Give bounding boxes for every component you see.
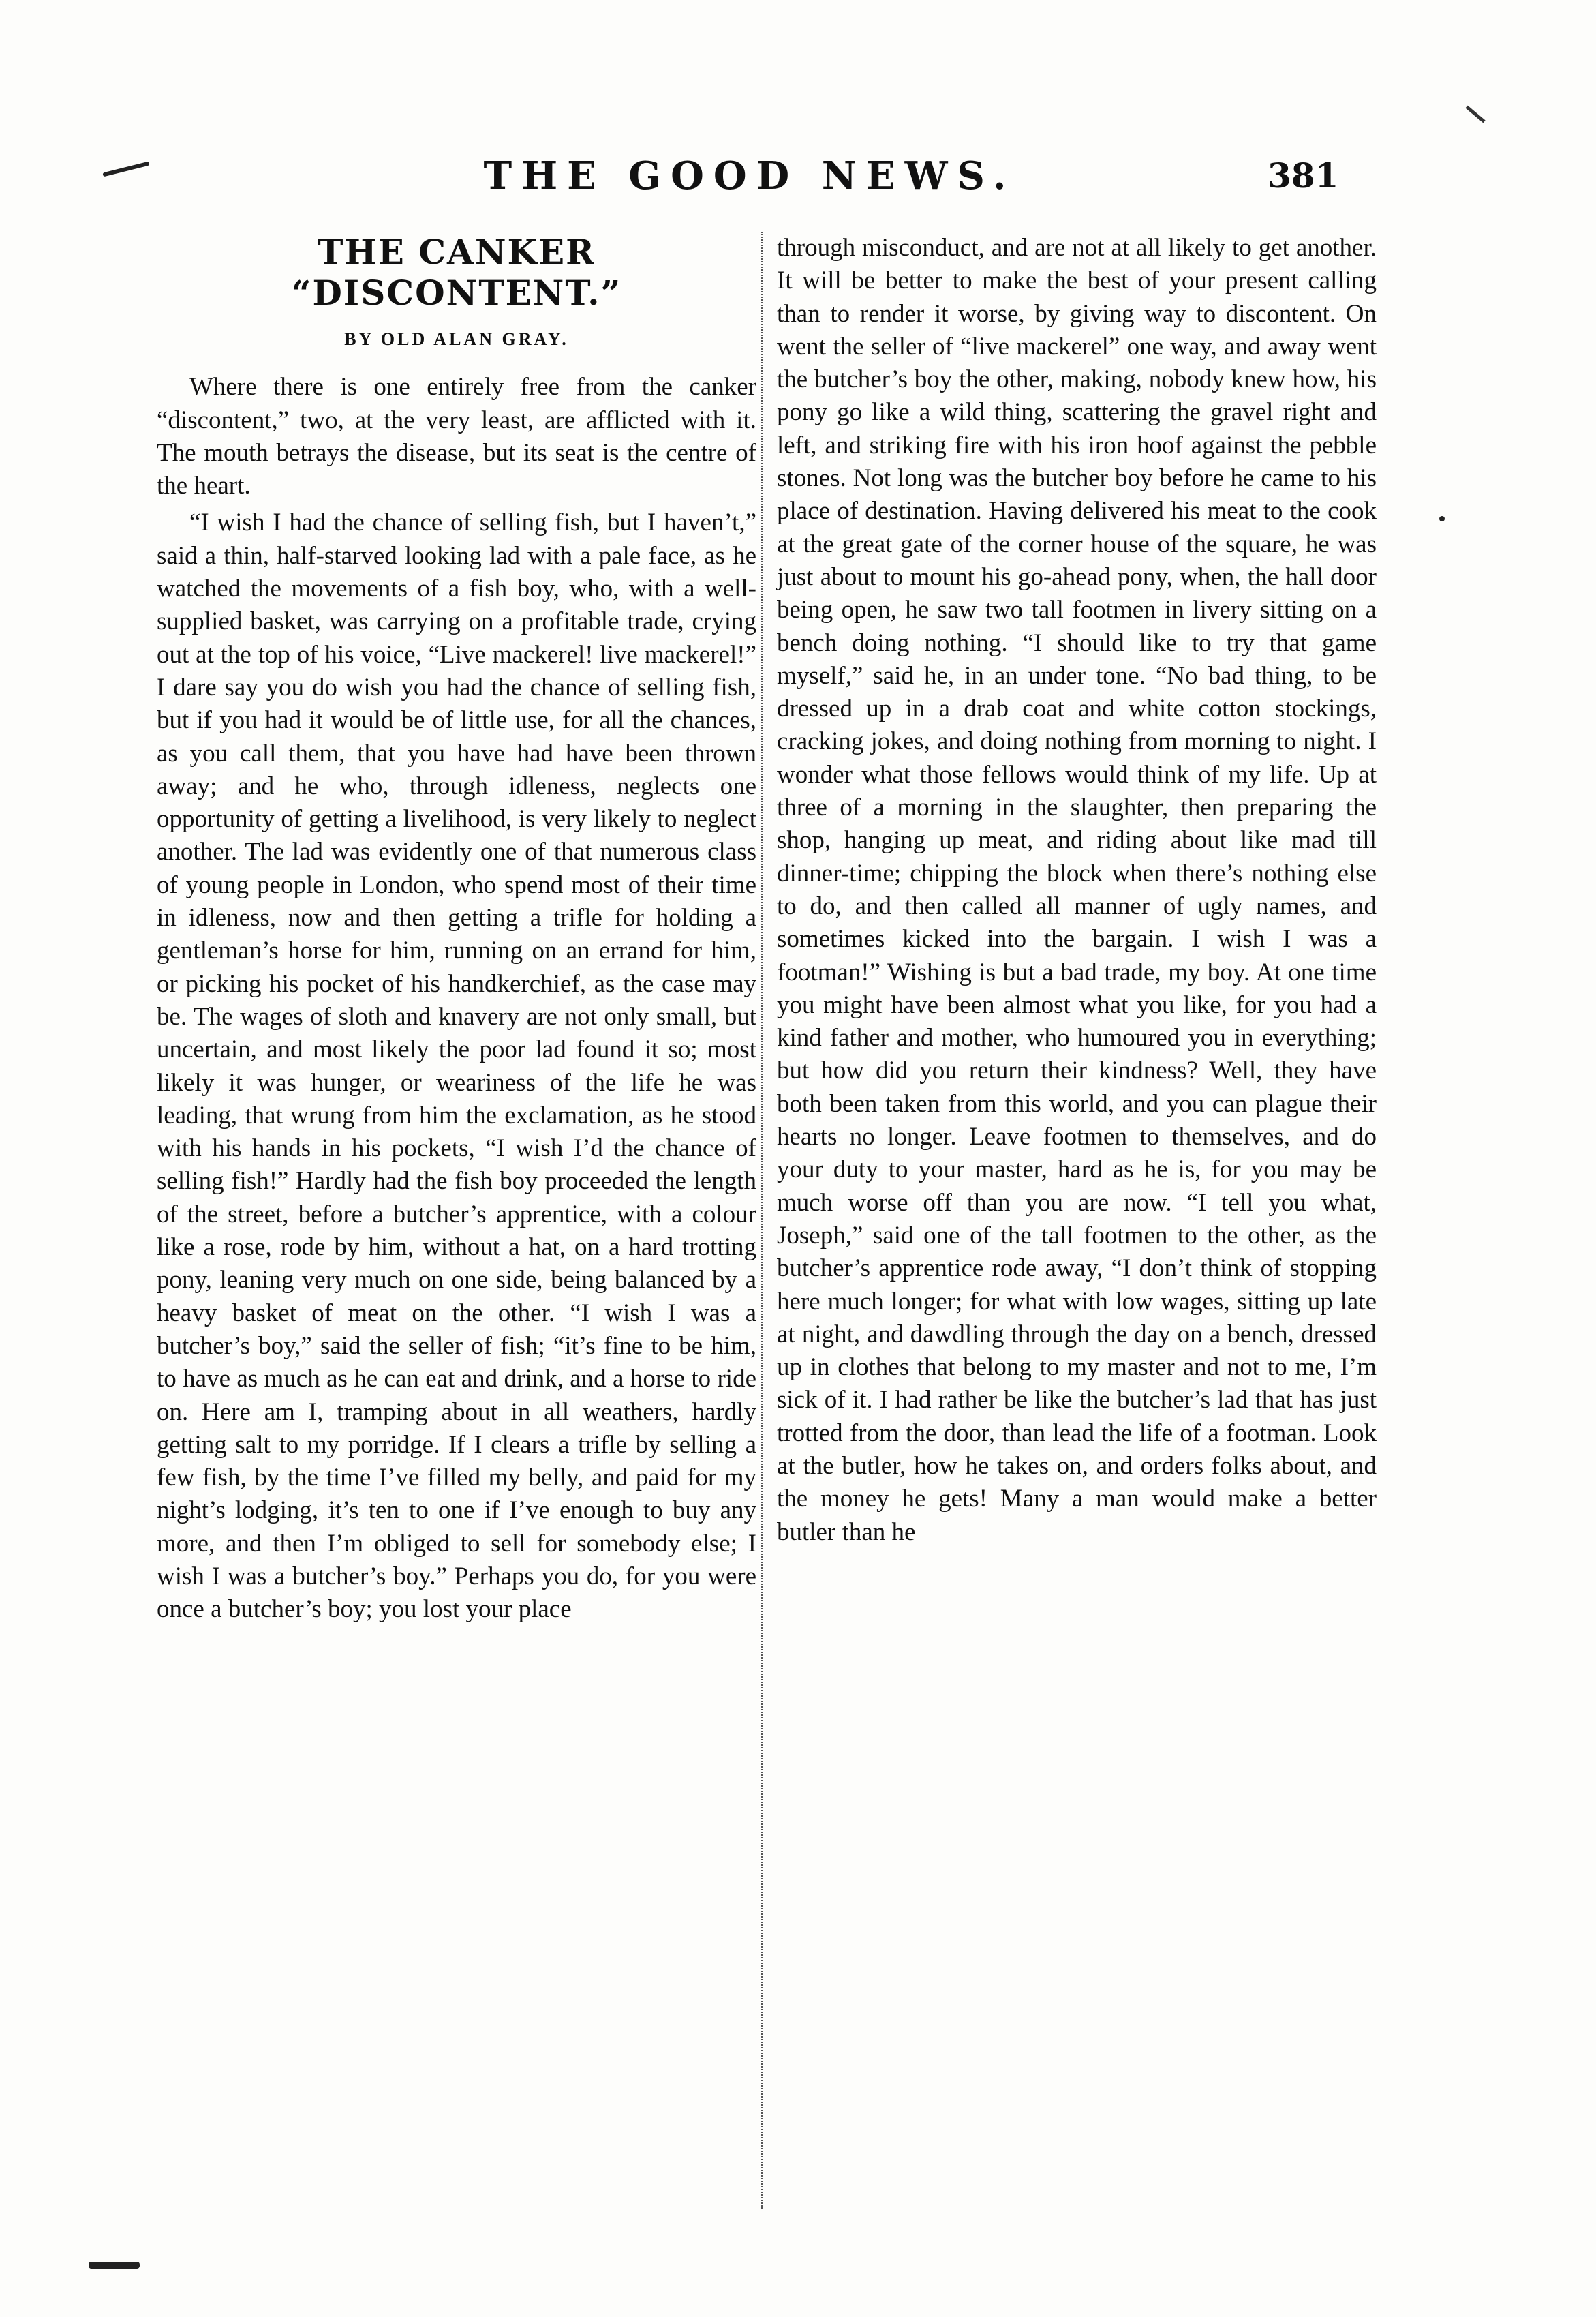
column-left — [157, 232, 756, 1626]
margin-mark — [102, 162, 149, 177]
page-number: 381 — [1268, 155, 1339, 196]
column-rule — [761, 232, 763, 2209]
paragraph: through misconduct, and are not at all likely to get another. It will be better to make the best of your present calling than to render it worse, by giving way to discontent. On went the seller of “live mackerel” one way, and away went the butcher’s boy the other, making, nobody knew how, his pony go like a wild thing, scattering the gravel right and left, and striking fire with his iron hoof against the pebble stones. Not long was the butcher boy before he came to his place of destination. Having delivered his meat to the cook at the great gate of the corner house of the square, he was just about to mount his go-ahead pony, when, the hall door being open, he saw two tall footmen in livery sitting on a bench doing nothing. “I should like to try that game myself,” said he, in an under tone. “No bad thing, to be dressed up in a drab coat and white cotton stockings, cracking jokes, and doing nothing from morning to night. I wonder what those fellows would think of my life. Up at three of a morning in the slaughter, then preparing the shop, hanging up meat, and riding about like mad till dinner-time; chipping the block when there’s nothing else to do, and then called all manner of ugly names, and sometimes kicked into the bargain. I wish I was a footman!” Wishing is but a bad trade, my boy. At one time you might have been almost what you like, for you had a kind father and mother, who humoured you in everything; but how did you return their kindness? Well, they have both been taken from this world, and you can plague their hearts no longer. Leave footmen to themselves, and do your duty to your master, hard as he is, for you may be much worse off than you are now. “I tell you what, Joseph,” said one of the tall footmen to the other, as the butcher’s apprentice rode away, “I don’t think of stopping here much longer; for what with low wages, sitting up late at night, and dawdling through the day on a bench, dressed up in clothes that belong to my master and not to me, I’m sick of it. I had rather be like the butcher’s lad that has just trotted from the door, than lead the life of a footman. Look at the butler, how he takes on, and orders folks about, and the money he gets! Many a man would make a better butler than he — [777, 234, 1377, 1546]
running-head: THE GOOD NEWS. — [483, 153, 1016, 198]
article-byline: BY OLD ALAN GRAY. — [344, 329, 569, 349]
column-right — [777, 232, 1377, 1549]
article-title: THE CANKER “DISCONTENT.” — [291, 232, 622, 313]
ink-dot — [1439, 516, 1445, 521]
margin-mark — [1465, 106, 1485, 123]
margin-mark — [89, 2262, 140, 2269]
paragraph: “I wish I had the chance of selling fish, but I haven’t,” said a thin, half-starved looking lad with a pale face, as he watched the movements of a fish boy, who, with a well-supplied basket, was carrying on a profitable trade, crying out at the top of his voice, “Live mackerel! live mackerel!” I dare say you do wish you had the chance of selling fish, but if you had it would be of little use, for all the chances, as you call them, that you have had have been thrown away; and he who, through idleness, neglects one opportunity of getting a livelihood, is very likely to neglect another. The lad was evidently one of that numerous class of young people in London, who spend most of their time in idleness, now and then getting a trifle for holding a gentleman’s horse for him, running on an errand for him, or picking his pocket of his handkerchief, as the case may be. The wages of sloth and knavery are not only small, but uncertain, and most likely the poor lad found it so; most likely it was hunger, or weariness of the life he was leading, that wrung from him the exclamation, as he stood with his hands in his pockets, “I wish I’d the chance of selling fish!” Hardly had the fish boy proceeded the length of the street, before a butcher’s apprentice, with a colour like a rose, rode by him, without a hat, on a hard trotting pony, leaning very much on one side, being balanced by a heavy basket of meat on the other. “I wish I was a butcher’s boy,” said the seller of fish; “it’s fine to be him, to have as much as he can eat and drink, and a horse to ride on. Here am I, tramping about in all weathers, hardly getting salt to my porridge. If I clears a trifle by selling a few fish, by the time I’ve filled my belly, and paid for my night’s lodging, it’s ten to one if I’ve enough to buy any more, and then I’m obliged to sell for somebody else; I wish I was a butcher’s boy.” Perhaps you do, for you were once a butcher’s boy; you lost your place — [157, 509, 756, 1624]
paragraph: Where there is one entirely free from the canker “discontent,” two, at the very least, are afflicted with it. The mouth betrays the disease, but its seat is the centre of the heart. — [157, 373, 756, 500]
